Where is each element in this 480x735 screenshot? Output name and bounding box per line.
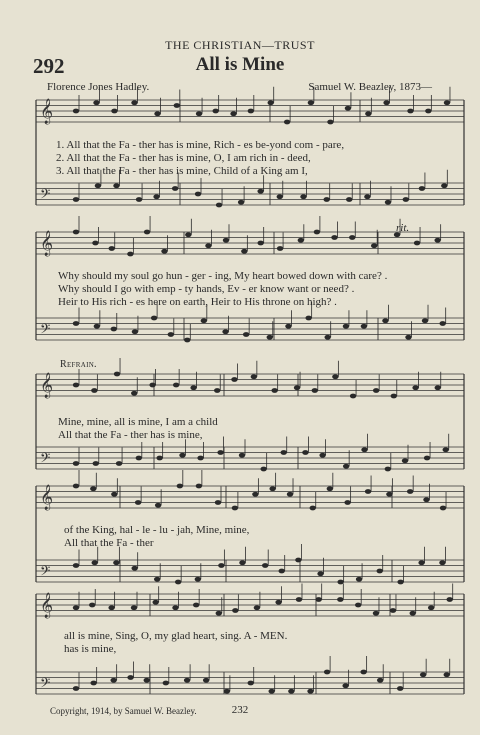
note-head	[275, 600, 281, 605]
note-head	[296, 597, 302, 602]
note-head	[108, 605, 114, 610]
tempo-marking: rit.	[396, 222, 410, 234]
note-head	[185, 232, 191, 237]
note-head	[418, 560, 424, 565]
note-head	[173, 383, 179, 388]
note-head	[343, 324, 349, 329]
note-head	[422, 318, 428, 323]
note-head	[110, 678, 116, 683]
note-head	[365, 489, 371, 494]
note-head	[222, 329, 228, 334]
note-head	[155, 503, 161, 508]
note-head	[232, 608, 238, 613]
note-head	[279, 569, 285, 574]
lyric-line: Why should I go with emp - ty hands, Ev - er know want or need? .	[58, 283, 355, 295]
note-head	[215, 500, 221, 505]
note-head	[214, 388, 220, 393]
note-head	[269, 486, 275, 491]
note-head	[391, 394, 397, 399]
note-head	[386, 492, 392, 497]
note-head	[260, 467, 266, 472]
note-head	[174, 103, 180, 108]
note-head	[217, 450, 223, 455]
note-head	[73, 109, 79, 114]
note-head	[131, 566, 137, 571]
lyric-line: 1. All that the Fa - ther has is mine, Rich - es be-yond com - pare,	[56, 139, 345, 151]
lyric-line: All that the Fa - ther has is mine,	[58, 429, 203, 441]
note-head	[177, 484, 183, 489]
note-head	[281, 450, 287, 455]
note-head	[423, 497, 429, 502]
note-head	[149, 383, 155, 388]
note-head	[407, 109, 413, 114]
note-head	[111, 109, 117, 114]
note-head	[382, 318, 388, 323]
note-head	[342, 683, 348, 688]
note-head	[73, 230, 79, 235]
note-head	[324, 670, 330, 675]
note-head	[152, 600, 158, 605]
note-head	[305, 316, 311, 321]
note-head	[337, 580, 343, 585]
note-head	[195, 577, 201, 582]
note-head	[195, 192, 201, 197]
note-head	[435, 385, 441, 390]
note-head	[371, 243, 377, 248]
note-head	[196, 111, 202, 116]
note-head	[252, 492, 258, 497]
note-head	[144, 230, 150, 235]
note-head	[151, 316, 157, 321]
note-head	[403, 197, 409, 202]
note-head	[397, 580, 403, 585]
note-head	[287, 492, 293, 497]
note-head	[439, 560, 445, 565]
note-head	[434, 238, 440, 243]
note-head	[73, 461, 79, 466]
note-head	[277, 194, 283, 199]
note-head	[444, 672, 450, 677]
hymn-number: 292	[33, 54, 65, 78]
note-head	[93, 461, 99, 466]
note-head	[327, 486, 333, 491]
note-head	[257, 189, 263, 194]
note-head	[373, 388, 379, 393]
clef-icon: 𝄞	[40, 373, 54, 399]
note-head	[402, 458, 408, 463]
note-head	[216, 611, 222, 616]
note-head	[73, 321, 79, 326]
note-head	[168, 332, 174, 337]
note-head	[441, 183, 447, 188]
note-head	[360, 670, 366, 675]
note-head	[337, 597, 343, 602]
note-head	[268, 100, 274, 105]
note-head	[405, 335, 411, 340]
note-head	[243, 332, 249, 337]
note-head	[407, 489, 413, 494]
note-head	[179, 453, 185, 458]
note-head	[356, 577, 362, 582]
note-head	[154, 111, 160, 116]
note-head	[420, 672, 426, 677]
note-head	[271, 388, 277, 393]
note-head	[131, 605, 137, 610]
note-head	[116, 461, 122, 466]
note-head	[346, 197, 352, 202]
note-head	[294, 385, 300, 390]
note-head	[410, 611, 416, 616]
clef-icon: 𝄢	[40, 675, 51, 695]
note-head	[93, 100, 99, 105]
lyricist-credit: Florence Jones Hadley.	[47, 81, 150, 93]
note-head	[127, 252, 133, 257]
note-head	[239, 453, 245, 458]
note-head	[239, 560, 245, 565]
note-head	[73, 605, 79, 610]
note-head	[184, 678, 190, 683]
clef-icon: 𝄞	[40, 231, 54, 257]
clef-icon: 𝄞	[40, 99, 54, 125]
note-head	[113, 560, 119, 565]
note-head	[73, 197, 79, 202]
note-head	[397, 686, 403, 691]
note-head	[268, 689, 274, 694]
note-head	[298, 238, 304, 243]
lyric-line: All that the Fa - ther	[64, 537, 154, 549]
note-head	[424, 456, 430, 461]
note-head	[257, 241, 263, 246]
note-head	[73, 686, 79, 691]
note-head	[127, 675, 133, 680]
note-head	[197, 456, 203, 461]
note-head	[205, 243, 211, 248]
note-head	[307, 689, 313, 694]
clef-icon: 𝄢	[40, 186, 51, 206]
note-head	[92, 241, 98, 246]
note-head	[425, 109, 431, 114]
note-head	[251, 374, 257, 379]
note-head	[109, 246, 115, 251]
refrain-label: Refrain.	[60, 359, 97, 370]
note-head	[111, 327, 117, 332]
note-head	[302, 450, 308, 455]
note-head	[203, 678, 209, 683]
clef-icon: 𝄞	[40, 593, 54, 619]
note-head	[317, 571, 323, 576]
note-head	[232, 506, 238, 511]
lyric-line: all is mine, Sing, O, my glad heart, sing. A - MEN.	[64, 630, 288, 642]
lyric-line: of the King, hal - le - lu - jah, Mine, mine,	[64, 524, 250, 536]
note-head	[193, 603, 199, 608]
note-head	[95, 183, 101, 188]
note-head	[73, 563, 79, 568]
note-head	[440, 506, 446, 511]
note-head	[285, 324, 291, 329]
note-head	[365, 111, 371, 116]
note-head	[324, 197, 330, 202]
note-head	[444, 100, 450, 105]
note-head	[288, 689, 294, 694]
note-head	[231, 377, 237, 382]
note-head	[218, 563, 224, 568]
note-head	[412, 385, 418, 390]
note-head	[201, 318, 207, 323]
note-head	[111, 492, 117, 497]
note-head	[241, 249, 247, 254]
note-head	[92, 560, 98, 565]
note-head	[190, 385, 196, 390]
composer-credit: Samuel W. Beazley, 1873—	[308, 81, 432, 93]
note-head	[350, 394, 356, 399]
note-head	[428, 605, 434, 610]
note-head	[73, 383, 79, 388]
note-head	[373, 611, 379, 616]
note-head	[224, 689, 230, 694]
clef-icon: 𝄢	[40, 450, 51, 470]
lyric-line: 2. All that the Fa - ther has is mine, O, I am rich in - deed,	[56, 152, 311, 164]
lyric-line: Why should my soul go hun - ger - ing, My heart bowed down with care? .	[58, 270, 388, 282]
note-head	[332, 374, 338, 379]
note-head	[439, 321, 445, 326]
note-head	[163, 681, 169, 686]
note-head	[223, 238, 229, 243]
note-head	[212, 109, 218, 114]
lyric-line: Mine, mine, all is mine, I am a child	[58, 416, 218, 428]
clef-icon: 𝄢	[40, 321, 51, 341]
note-head	[113, 183, 119, 188]
page-header: THE CHRISTIAN—TRUST	[165, 38, 315, 52]
note-head	[131, 100, 137, 105]
note-head	[136, 456, 142, 461]
note-head	[91, 388, 97, 393]
note-head	[327, 120, 333, 125]
note-head	[136, 197, 142, 202]
note-head	[355, 603, 361, 608]
note-head	[390, 608, 396, 613]
note-head	[447, 597, 453, 602]
lyric-line: has is mine,	[64, 643, 117, 655]
note-head	[172, 186, 178, 191]
note-head	[216, 203, 222, 208]
note-head	[295, 558, 301, 563]
note-head	[277, 246, 283, 251]
clef-icon: 𝄞	[40, 485, 54, 511]
note-head	[114, 372, 120, 377]
note-head	[364, 194, 370, 199]
note-head	[144, 678, 150, 683]
note-head	[414, 241, 420, 246]
note-head	[89, 603, 95, 608]
note-head	[262, 563, 268, 568]
note-head	[73, 484, 79, 489]
clef-icon: 𝄢	[40, 563, 51, 583]
lyric-line: Heir to His rich - es here on earth, Heir to His throne on high? .	[58, 296, 337, 308]
note-head	[385, 467, 391, 472]
note-head	[248, 109, 254, 114]
note-head	[361, 324, 367, 329]
note-head	[349, 235, 355, 240]
note-head	[90, 486, 96, 491]
note-head	[284, 120, 290, 125]
note-head	[377, 569, 383, 574]
note-head	[94, 324, 100, 329]
copyright-notice: Copyright, 1914, by Samuel W. Beazley.	[50, 706, 197, 716]
note-head	[345, 106, 351, 111]
note-head	[254, 605, 260, 610]
note-head	[443, 447, 449, 452]
note-head	[361, 447, 367, 452]
note-head	[135, 500, 141, 505]
note-head	[90, 681, 96, 686]
note-head	[153, 194, 159, 199]
note-head	[315, 597, 321, 602]
note-head	[377, 678, 383, 683]
note-head	[344, 500, 350, 505]
note-head	[324, 335, 330, 340]
note-head	[343, 464, 349, 469]
note-head	[310, 506, 316, 511]
note-head	[161, 249, 167, 254]
note-head	[132, 329, 138, 334]
note-head	[300, 194, 306, 199]
note-head	[154, 577, 160, 582]
note-head	[248, 681, 254, 686]
note-head	[312, 388, 318, 393]
note-head	[383, 100, 389, 105]
note-head	[267, 335, 273, 340]
hymn-title: All is Mine	[195, 54, 285, 75]
note-head	[385, 200, 391, 205]
note-head	[156, 456, 162, 461]
lyric-line: 3. All that the Fa - ther has is mine, Child of a King am I,	[56, 165, 308, 177]
note-head	[184, 338, 190, 343]
note-head	[319, 453, 325, 458]
note-head	[172, 605, 178, 610]
note-head	[230, 111, 236, 116]
note-head	[196, 484, 202, 489]
note-head	[175, 580, 181, 585]
note-head	[131, 391, 137, 396]
page-number: 232	[231, 704, 249, 716]
note-head	[419, 186, 425, 191]
note-head	[331, 235, 337, 240]
note-head	[308, 100, 314, 105]
note-head	[238, 200, 244, 205]
note-head	[314, 230, 320, 235]
